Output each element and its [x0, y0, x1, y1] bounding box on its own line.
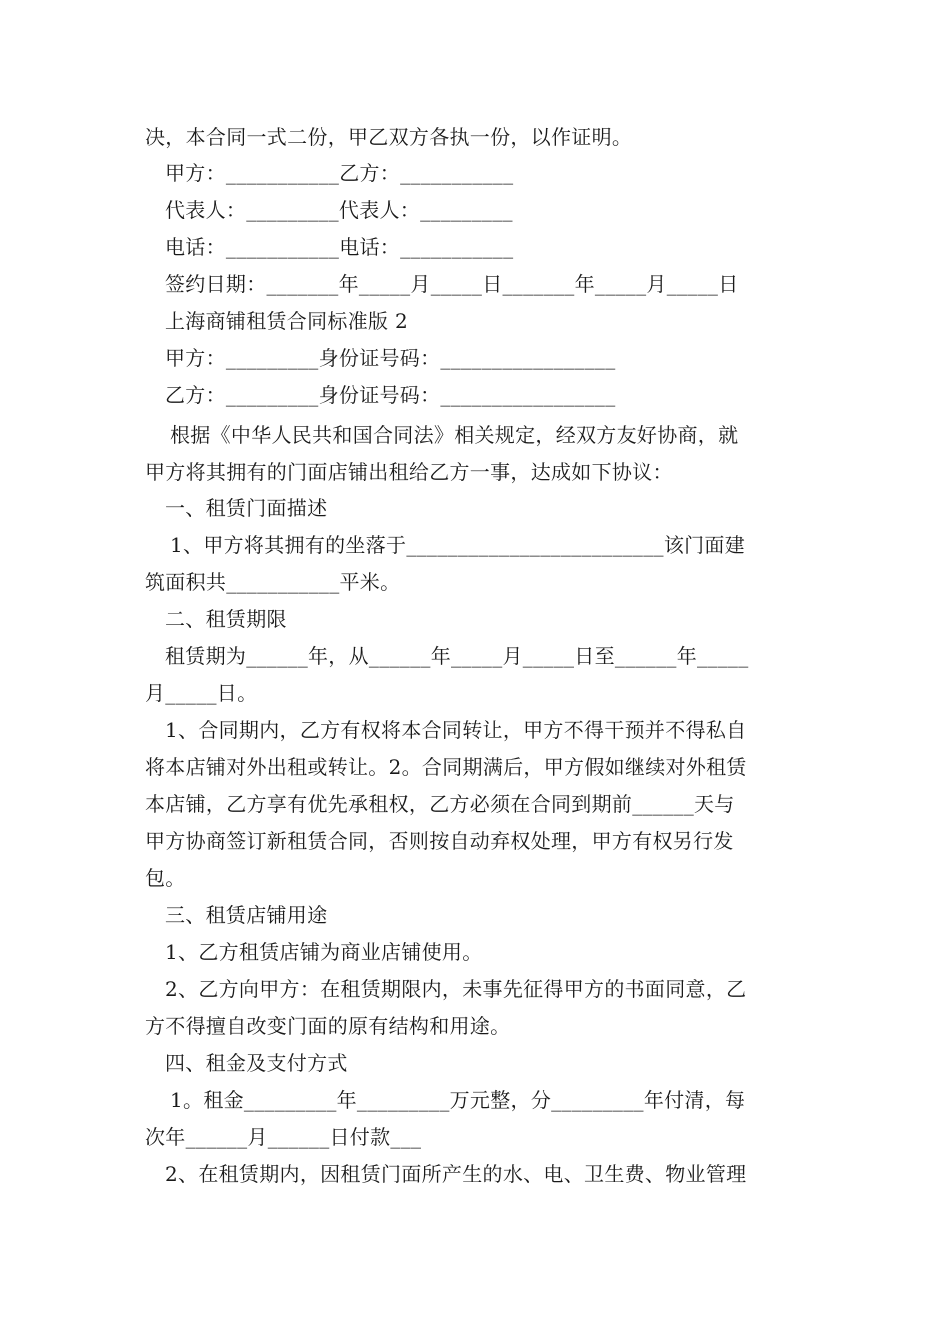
section-heading: 一、租赁门面描述 — [165, 496, 328, 520]
text-line: 2、乙方向甲方：在租赁期限内，未事先征得甲方的书面同意，乙 — [165, 977, 747, 1001]
text-line: 1。租金_________年_________万元整，分_________年付清，每 — [170, 1088, 746, 1112]
sign-date-line: 签约日期：_______年_____月_____日_______年_____月_____日 — [165, 272, 739, 296]
text-line: 2、在租赁期内，因租赁门面所产生的水、电、卫生费、物业管理 — [165, 1162, 747, 1186]
party-b-id-line: 乙方：_________身份证号码：_________________ — [165, 383, 616, 407]
text-line: 方不得擅自改变门面的原有结构和用途。 — [145, 1014, 511, 1038]
party-a-id-line: 甲方：_________身份证号码：_________________ — [165, 346, 616, 370]
text-line: 月_____日。 — [145, 681, 258, 705]
section-heading: 四、租金及支付方式 — [165, 1051, 348, 1075]
text-line: 甲方将其拥有的门面店铺出租给乙方一事，达成如下协议： — [145, 460, 673, 484]
section-heading: 二、租赁期限 — [165, 607, 287, 631]
text-line: 1、乙方租赁店铺为商业店铺使用。 — [165, 940, 483, 964]
text-line: 根据《中华人民共和国合同法》相关规定，经双方友好协商，就 — [170, 423, 739, 447]
text-line: 租赁期为______年，从______年_____月_____日至______年_____ — [165, 644, 749, 668]
text-line: 次年______月______日付款___ — [145, 1125, 422, 1149]
contract-title: 上海商铺租赁合同标准版 2 — [165, 309, 408, 333]
text-line: 甲方协商签订新租赁合同，否则按自动弃权处理，甲方有权另行发 — [145, 829, 734, 853]
phone-line: 电话：___________电话：___________ — [165, 235, 514, 259]
text-line: 决，本合同一式二份，甲乙双方各执一份，以作证明。 — [145, 125, 633, 149]
text-line: 1、甲方将其拥有的坐落于_________________________该门面建 — [170, 533, 746, 557]
text-line: 本店铺，乙方享有优先承租权，乙方必须在合同到期前______天与 — [145, 792, 735, 816]
text-line: 1、合同期内，乙方有权将本合同转让，甲方不得干预并不得私自 — [165, 718, 747, 742]
representative-line: 代表人：_________代表人：_________ — [165, 198, 513, 222]
text-line: 筑面积共___________平米。 — [145, 570, 401, 594]
section-heading: 三、租赁店铺用途 — [165, 903, 328, 927]
text-line: 包。 — [145, 866, 186, 890]
text-line: 将本店铺对外出租或转让。2。合同期满后，甲方假如继续对外租赁 — [145, 755, 747, 779]
party-a-b-line: 甲方：___________乙方：___________ — [165, 161, 514, 185]
